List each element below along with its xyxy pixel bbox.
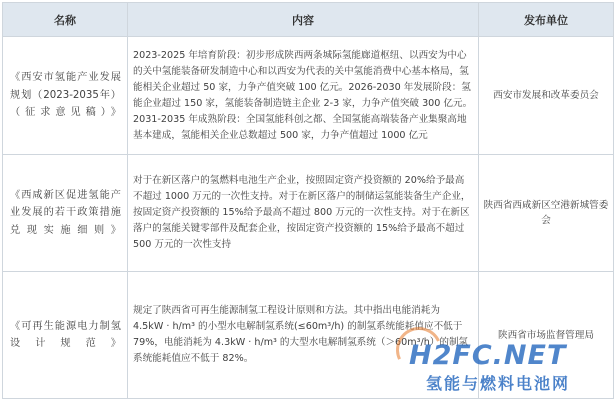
policy-issuer: 西安市发展和改革委员会 <box>479 37 614 155</box>
policy-content: 规定了陕西省可再生能源制氢工程设计原则和方法。其中指出电能消耗为 4.5kW · h/m³ 的小型水电解制氢系统(≤60m³/h) 的制氢系统能耗值应不低于 79%，电能消耗为 4.3kW · h/m³ 的大型水电解制氢系统（＞60m³/h）的制氢系统能耗值应不低于 82%。 <box>128 272 479 399</box>
policy-issuer: 陕西省市场监督管理局 <box>479 272 614 399</box>
policy-issuer: 陕西省西咸新区空港新城管委会 <box>479 155 614 272</box>
table-row <box>3 37 614 155</box>
watermark-tagline: 氢能与燃料电池网 <box>426 374 571 393</box>
watermark-brand: H2FC.NET <box>409 340 567 371</box>
header-issuer: 发布单位 <box>479 3 614 37</box>
policy-name: 《西咸新区促进氢能产业发展的若干政策措施兑现实施细则》 <box>3 155 128 272</box>
policy-name: 《西安市氢能产业发展规划（2023-2035年）（征求意见稿）》 <box>3 37 128 155</box>
header-name: 名称 <box>3 3 128 37</box>
policy-content: 2023-2025 年培育阶段：初步形成陕西两条城际氢能廊道枢纽、以西安为中心的关中氢能装备研发制造中心和以西安为代表的关中氢能消费中心基本格局，氢能相关企业超过 50 家，力争产值突破 100 亿元。2026-2030 年发展阶段：氢能企业超过 150 家，氢能装备制造链主企业 2-3 家，力争产值突破 300 亿元。2031-2035 年成熟阶段：全国氢能科创之都、全国氢能高端装备产业集聚高地基本建成，氢能相关企业总数超过 500 家，力争产值超过 1000 亿元 <box>128 37 479 155</box>
policy-content: 对于在新区落户的氢燃料电池生产企业，按照固定资产投资额的 20%给予最高不超过 1000 万元的一次性支持。对于在新区落户的制储运氢能装备生产企业，按固定资产投资额的 15%给予最高不超过 800 万元的一次性支持。对于在新区落户的氢能关键零部件及配套企业，按固定资产投资额的 15%给予最高不超过 500 万元的一次性支持 <box>128 155 479 272</box>
table-row <box>3 155 614 272</box>
header-content: 内容 <box>128 3 479 37</box>
policy-name: 《可再生能源电力制氢设计规范》 <box>3 272 128 399</box>
table-header-row <box>3 3 614 37</box>
